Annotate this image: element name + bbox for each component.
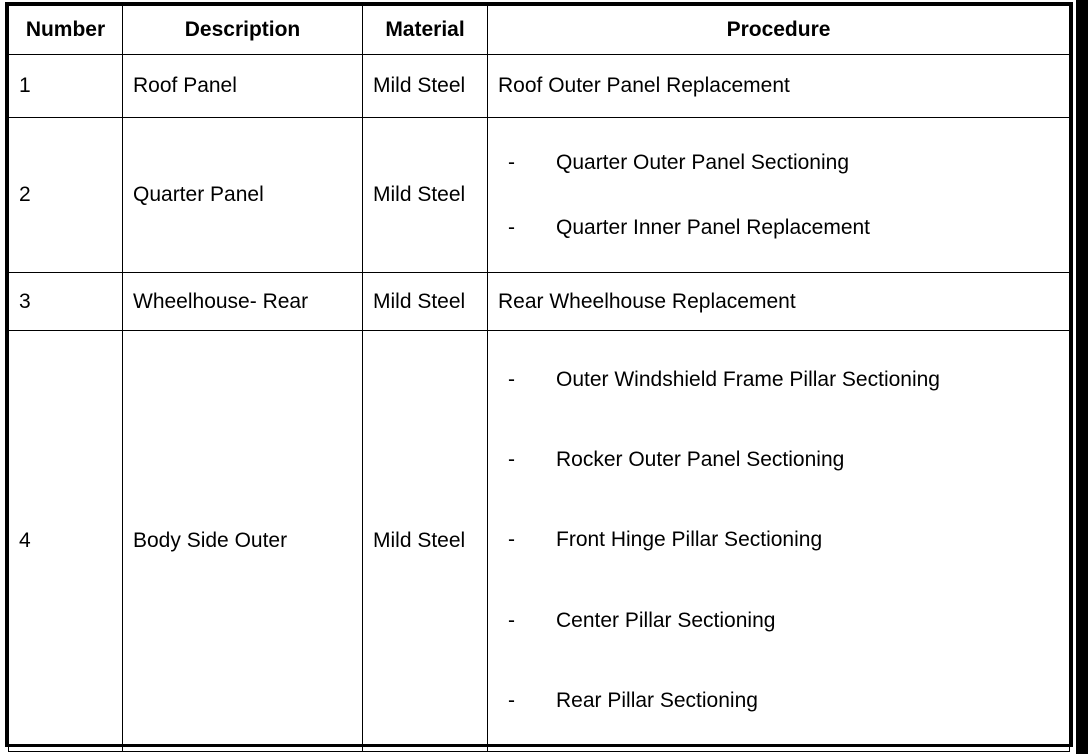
list-dash: - (508, 215, 515, 239)
procedure-text: Center Pillar Sectioning (556, 608, 776, 632)
list-item (488, 447, 1069, 472)
cell-description: Body Side Outer (123, 331, 363, 752)
table-row (9, 118, 1070, 273)
procedure-list (488, 331, 1069, 751)
procedure-text: Rear Pillar Sectioning (556, 689, 758, 713)
list-item (488, 608, 1069, 633)
header-description: Description (123, 6, 363, 55)
list-item (488, 527, 1069, 552)
header-material: Material (363, 6, 488, 55)
cell-number: 1 (9, 55, 123, 118)
table-row (9, 273, 1070, 331)
repair-procedure-table (8, 5, 1070, 752)
right-edge-strip (1076, 0, 1088, 754)
cell-material: Mild Steel (363, 118, 488, 273)
procedure-text: Front Hinge Pillar Sectioning (556, 528, 823, 552)
header-number: Number (9, 6, 123, 55)
header-procedure: Procedure (488, 6, 1070, 55)
list-item (488, 367, 1069, 392)
cell-number: 2 (9, 118, 123, 273)
procedure-text: Quarter Inner Panel Replacement (556, 215, 871, 239)
list-dash: - (508, 447, 515, 471)
table-row (9, 55, 1070, 118)
cell-procedure-list (488, 331, 1070, 752)
cell-description: Wheelhouse- Rear (123, 273, 363, 331)
list-item (488, 215, 1069, 240)
procedure-text: Quarter Outer Panel Sectioning (556, 150, 849, 174)
cell-procedure-list (488, 118, 1070, 273)
procedure-list (488, 118, 1069, 272)
list-item (488, 150, 1069, 175)
cell-material: Mild Steel (363, 331, 488, 752)
list-dash: - (508, 150, 515, 174)
cell-number: 3 (9, 273, 123, 331)
cell-material: Mild Steel (363, 273, 488, 331)
list-item (488, 688, 1069, 713)
cell-procedure: Roof Outer Panel Replacement (488, 55, 1070, 118)
cell-number: 4 (9, 331, 123, 752)
procedure-table-frame (5, 2, 1073, 747)
table-row (9, 331, 1070, 752)
table-header-row (9, 6, 1070, 55)
cell-procedure: Rear Wheelhouse Replacement (488, 273, 1070, 331)
cell-description: Quarter Panel (123, 118, 363, 273)
cell-description: Roof Panel (123, 55, 363, 118)
procedure-text: Rocker Outer Panel Sectioning (556, 447, 845, 471)
list-dash: - (508, 689, 515, 713)
procedure-text: Outer Windshield Frame Pillar Sectioning (556, 367, 940, 391)
list-dash: - (508, 367, 515, 391)
list-dash: - (508, 608, 515, 632)
list-dash: - (508, 528, 515, 552)
cell-material: Mild Steel (363, 55, 488, 118)
